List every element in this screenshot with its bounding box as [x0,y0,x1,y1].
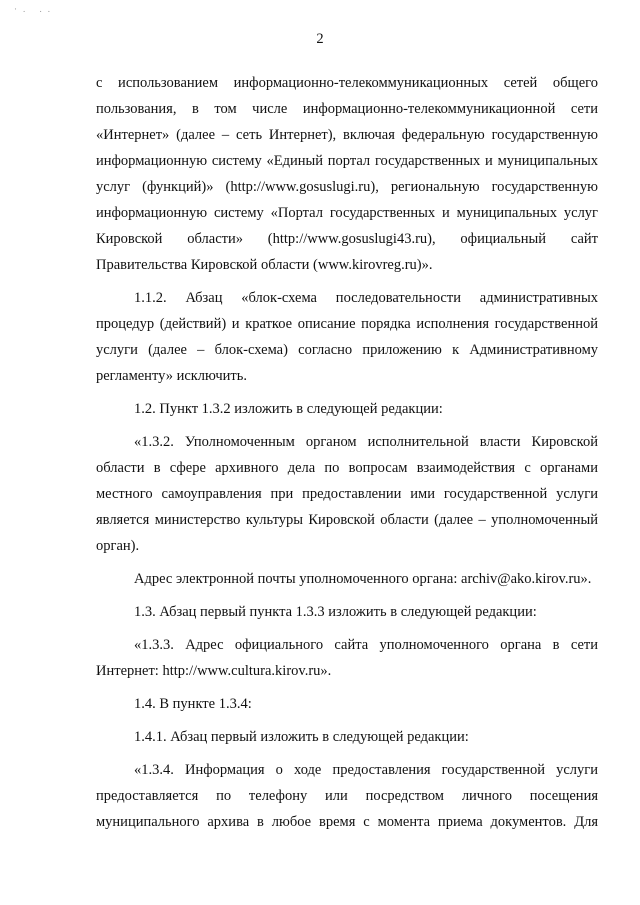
paragraph-1-4: 1.4. В пункте 1.3.4: [134,696,252,712]
paragraph-1-3: 1.3. Абзац первый пункта 1.3.3 изложить в следующей редакции: [134,604,537,620]
paragraph-1-3-2: «1.3.2. Уполномоченным органом исполнительной власти Кировской области в сфере архивного дела по вопросам взаимодействия с органами местного самоуправления при предоставлении ими государственной услуги является министерство культуры Кировской области (далее – уполномоченный орган). [96,434,598,554]
paragraph-1-3-4: «1.3.4. Информация о ходе предоставления государственной услуги предоставляется по телефону или посредством личного посещения муниципального архива в любое время с момента приема документов. Для [96,762,598,830]
paragraph-1-3-3: «1.3.3. Адрес официального сайта уполномоченного органа в сети Интернет: http://www.cultura.kirov.ru». [96,637,598,679]
scan-specks: ·. .. [14,4,56,14]
paragraph-1-4-1: 1.4.1. Абзац первый изложить в следующей редакции: [134,729,469,745]
paragraph-continuation: с использованием информационно-телекоммуникационных сетей общего пользования, в том числе информационно-телекоммуникационной сети «Интернет» (далее – сеть Интернет), включая федеральную государственную информационную систему «Единый портал государственных и муниципальных услуг (функций)» (http://www.gosuslugi.ru), региональную государственную информационную систему «Портал государственных и муниципальных услуг Кировской области» (http://www.gosuslugi43.ru), официальный сайт Правительства Кировской области (www.kirovreg.ru)». [96,75,598,273]
document-body [96,70,598,842]
page-number: 2 [316,31,324,47]
paragraph-email-address: Адрес электронной почты уполномоченного органа: archiv@ako.kirov.ru». [134,571,592,587]
paragraph-1-1-2: 1.1.2. Абзац «блок-схема последовательности административных процедур (действий) и краткое описание порядка исполнения государственной услуги (далее – блок-схема) согласно приложению к Административному регламенту» исключить. [96,290,598,384]
paragraph-1-2: 1.2. Пункт 1.3.2 изложить в следующей редакции: [134,401,443,417]
